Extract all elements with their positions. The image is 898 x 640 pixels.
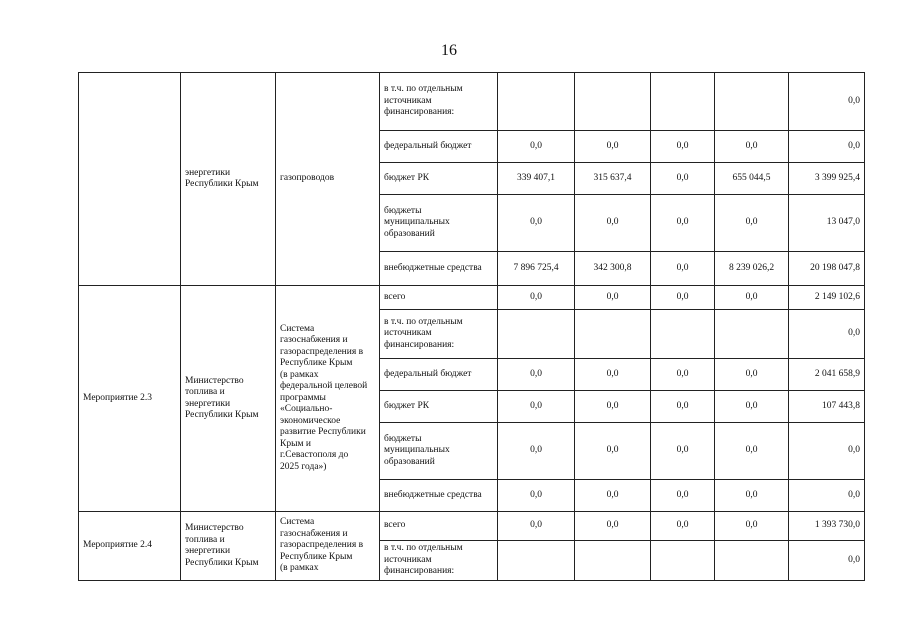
value-cell: 0,0 — [498, 286, 575, 310]
value-cell: 0,0 — [651, 131, 715, 163]
value-cell: 0,0 — [715, 512, 789, 541]
value-cell: 0,0 — [651, 480, 715, 512]
table-row — [79, 73, 865, 131]
source-cell: бюджет РК — [380, 163, 498, 195]
value-cell: 0,0 — [651, 286, 715, 310]
value-cell: 0,0 — [498, 480, 575, 512]
value-cell: 0,0 — [498, 359, 575, 391]
value-cell: 0,0 — [575, 480, 651, 512]
source-cell: в т.ч. по отдельным источникам финансирования: — [380, 310, 498, 359]
value-cell: 0,0 — [715, 195, 789, 252]
value-cell: 0,0 — [498, 512, 575, 541]
value-cell: 0,0 — [651, 195, 715, 252]
value-cell: 0,0 — [715, 286, 789, 310]
value-cell: 0,0 — [651, 391, 715, 423]
table-row — [79, 512, 865, 541]
total-cell: 20 198 047,8 — [789, 252, 865, 286]
total-cell: 0,0 — [789, 73, 865, 131]
total-cell: 0,0 — [789, 131, 865, 163]
total-cell: 2 041 658,9 — [789, 359, 865, 391]
value-cell — [575, 310, 651, 359]
value-cell: 0,0 — [575, 131, 651, 163]
program-cell: Система газоснабжения и газораспределения в Республике Крым (в рамках — [276, 512, 380, 581]
source-cell: внебюджетные средства — [380, 252, 498, 286]
executor-cell: Министерство топлива и энергетики Республики Крым — [181, 512, 276, 581]
value-cell: 0,0 — [651, 163, 715, 195]
value-cell: 342 300,8 — [575, 252, 651, 286]
value-cell — [575, 73, 651, 131]
value-cell — [651, 310, 715, 359]
value-cell — [715, 73, 789, 131]
source-cell: бюджеты муниципальных образований — [380, 195, 498, 252]
value-cell — [715, 541, 789, 581]
total-cell: 0,0 — [789, 541, 865, 581]
value-cell: 0,0 — [651, 252, 715, 286]
value-cell: 0,0 — [715, 480, 789, 512]
value-cell: 0,0 — [715, 131, 789, 163]
value-cell: 8 239 026,2 — [715, 252, 789, 286]
value-cell: 0,0 — [651, 512, 715, 541]
event-cell: Мероприятие 2.4 — [79, 512, 181, 581]
page-number: 16 — [441, 42, 457, 59]
total-cell: 0,0 — [789, 423, 865, 480]
value-cell: 0,0 — [575, 512, 651, 541]
total-cell: 2 149 102,6 — [789, 286, 865, 310]
value-cell: 0,0 — [651, 359, 715, 391]
table-row — [79, 286, 865, 310]
value-cell — [715, 310, 789, 359]
value-cell: 655 044,5 — [715, 163, 789, 195]
source-cell: в т.ч. по отдельным источникам финансирования: — [380, 73, 498, 131]
source-cell: внебюджетные средства — [380, 480, 498, 512]
financing-table — [78, 72, 865, 581]
program-cell: Система газоснабжения и газораспределения в Республике Крым (в рамках федеральной целевой программы «Социально- экономическое развитие Республики Крым и г.Севастополя до 2025 года») — [276, 286, 380, 512]
source-cell: федеральный бюджет — [380, 359, 498, 391]
source-cell: всего — [380, 512, 498, 541]
value-cell — [651, 541, 715, 581]
value-cell: 0,0 — [651, 423, 715, 480]
executor-cell: Министерство топлива и энергетики Республики Крым — [181, 286, 276, 512]
total-cell: 0,0 — [789, 480, 865, 512]
value-cell: 0,0 — [498, 131, 575, 163]
value-cell — [498, 541, 575, 581]
value-cell: 0,0 — [575, 359, 651, 391]
value-cell: 0,0 — [715, 423, 789, 480]
source-cell: в т.ч. по отдельным источникам финансирования: — [380, 541, 498, 581]
source-cell: бюджет РК — [380, 391, 498, 423]
total-cell: 0,0 — [789, 310, 865, 359]
value-cell — [498, 73, 575, 131]
total-cell: 1 393 730,0 — [789, 512, 865, 541]
value-cell: 0,0 — [575, 391, 651, 423]
value-cell: 0,0 — [715, 391, 789, 423]
value-cell: 0,0 — [498, 391, 575, 423]
source-cell: бюджеты муниципальных образований — [380, 423, 498, 480]
value-cell: 0,0 — [715, 359, 789, 391]
value-cell — [651, 73, 715, 131]
value-cell: 0,0 — [498, 195, 575, 252]
total-cell: 13 047,0 — [789, 195, 865, 252]
total-cell: 107 443,8 — [789, 391, 865, 423]
source-cell: всего — [380, 286, 498, 310]
total-cell: 3 399 925,4 — [789, 163, 865, 195]
value-cell — [575, 541, 651, 581]
value-cell — [498, 310, 575, 359]
value-cell: 0,0 — [575, 423, 651, 480]
value-cell: 339 407,1 — [498, 163, 575, 195]
executor-cell: энергетики Республики Крым — [181, 73, 276, 286]
source-cell: федеральный бюджет — [380, 131, 498, 163]
value-cell: 0,0 — [575, 195, 651, 252]
value-cell: 0,0 — [575, 286, 651, 310]
event-cell — [79, 73, 181, 286]
event-cell: Мероприятие 2.3 — [79, 286, 181, 512]
value-cell: 7 896 725,4 — [498, 252, 575, 286]
value-cell: 0,0 — [498, 423, 575, 480]
program-cell: газопроводов — [276, 73, 380, 286]
value-cell: 315 637,4 — [575, 163, 651, 195]
